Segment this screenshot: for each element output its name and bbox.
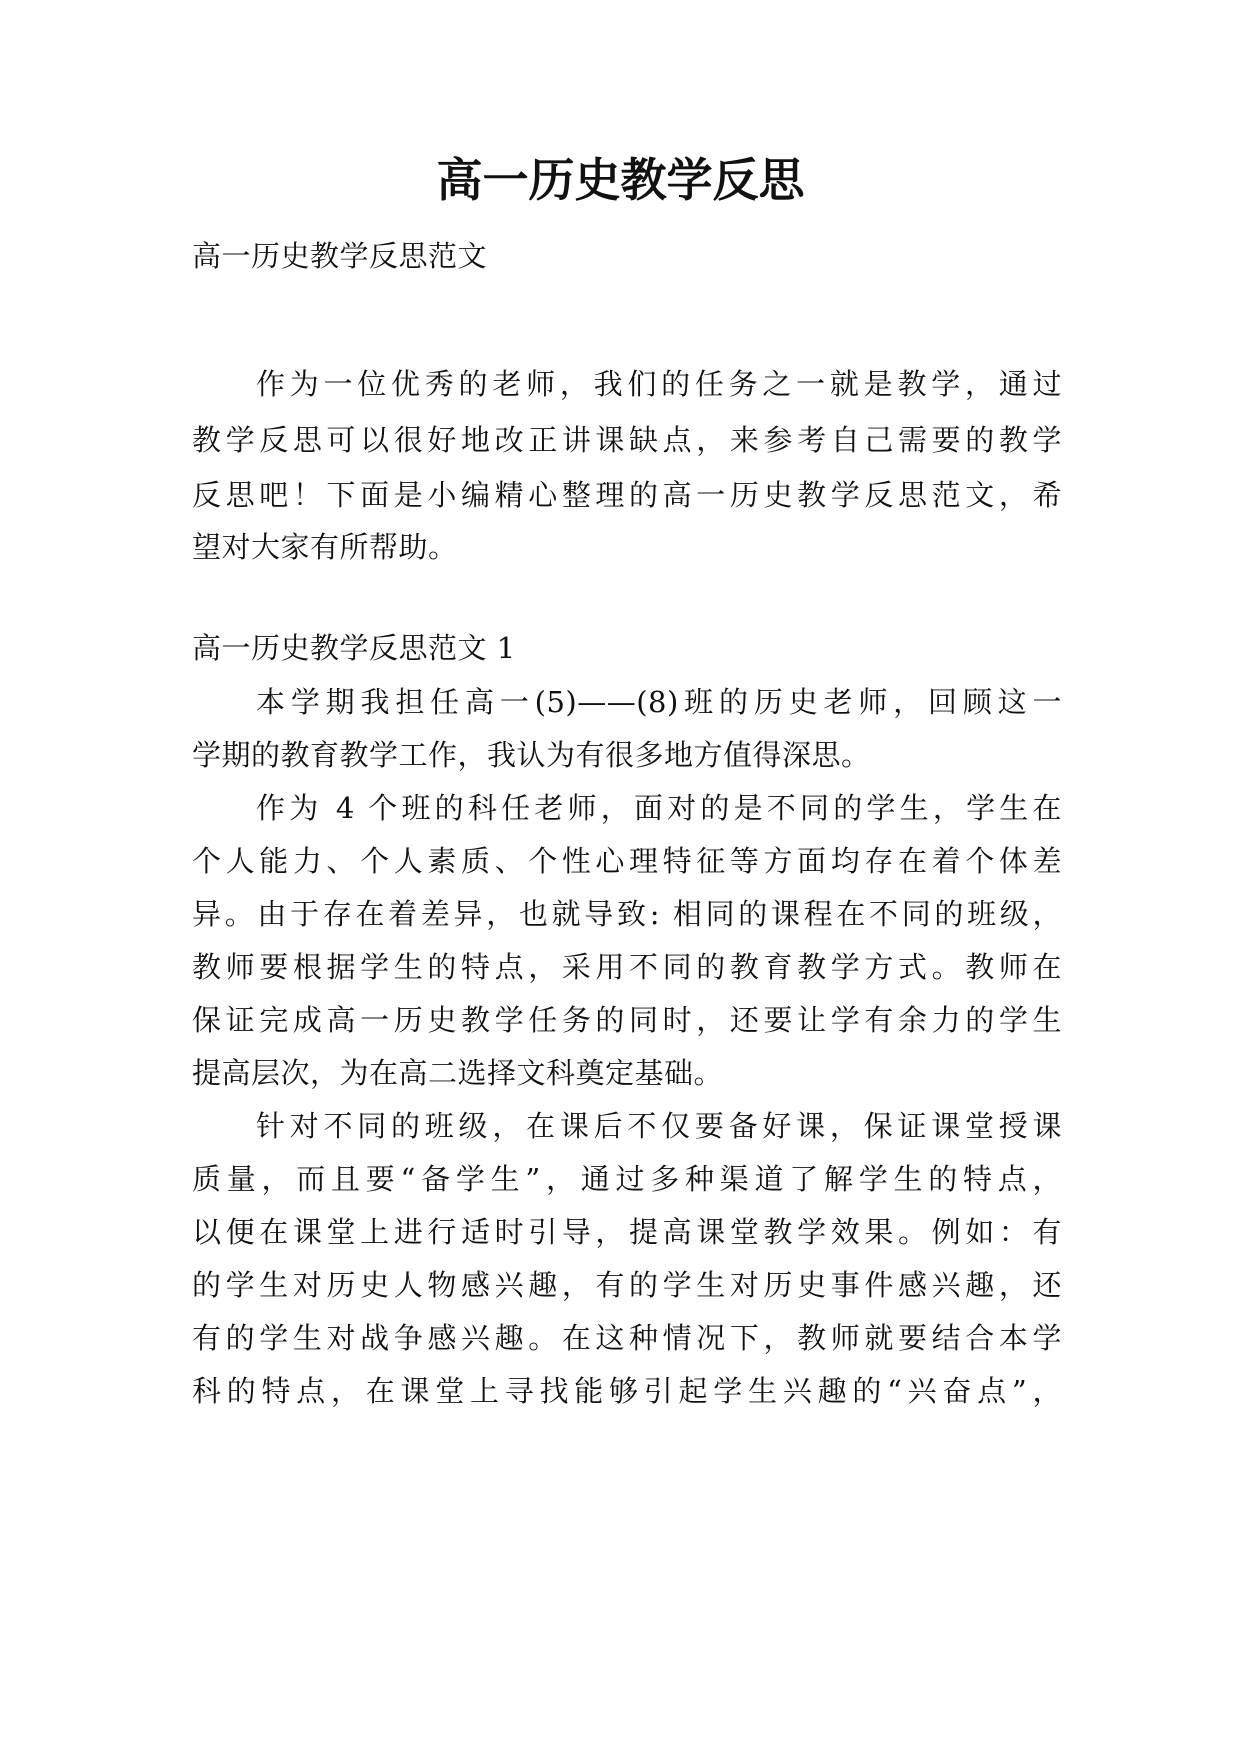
- body-line: 异。由于存在着差异，也就导致: 相同的课程在不同的班级，: [192, 897, 1062, 931]
- intro-line: 作为一位优秀的老师，我们的任务之一就是教学，通过: [256, 367, 1062, 401]
- body-line: 的学生对历史人物感兴趣，有的学生对历史事件感兴趣，还: [192, 1268, 1062, 1302]
- body-line: 以便在课堂上进行适时引导，提高课堂教学效果。例如：有: [192, 1215, 1062, 1249]
- body-line: 个人能力、个人素质、个性心理特征等方面均存在着个体差: [192, 844, 1062, 878]
- body-line: 学期的教育教学工作，我认为有很多地方值得深思。: [192, 738, 871, 772]
- body-line: 教师要根据学生的特点，采用不同的教育教学方式。教师在: [192, 950, 1062, 984]
- body-line: 科的特点，在课堂上寻找能够引起学生兴趣的“兴奋点”，: [192, 1374, 1062, 1408]
- body-line: 本学期我担任高一(5)——(8)班的历史老师，回顾这一: [256, 685, 1062, 719]
- body-line: 质量，而且要“备学生”，通过多种渠道了解学生的特点，: [192, 1162, 1062, 1196]
- body-line: 针对不同的班级，在课后不仅要备好课，保证课堂授课: [256, 1109, 1062, 1143]
- intro-line: 反思吧！下面是小编精心整理的高一历史教学反思范文，希: [192, 478, 1062, 512]
- intro-line: 望对大家有所帮助。: [192, 530, 458, 564]
- document-subtitle: 高一历史教学反思范文: [192, 239, 488, 273]
- section-heading: 高一历史教学反思范文 1: [192, 631, 516, 665]
- document-title: 高一历史教学反思: [436, 153, 805, 207]
- body-line: 保证完成高一历史教学任务的同时，还要让学有余力的学生: [192, 1003, 1062, 1037]
- body-line: 提高层次，为在高二选择文科奠定基础。: [192, 1056, 724, 1090]
- body-line: 作为 4 个班的科任老师，面对的是不同的学生，学生在: [256, 791, 1062, 825]
- body-line: 有的学生对战争感兴趣。在这种情况下，教师就要结合本学: [192, 1321, 1062, 1355]
- intro-line: 教学反思可以很好地改正讲课缺点，来参考自己需要的教学: [192, 423, 1062, 457]
